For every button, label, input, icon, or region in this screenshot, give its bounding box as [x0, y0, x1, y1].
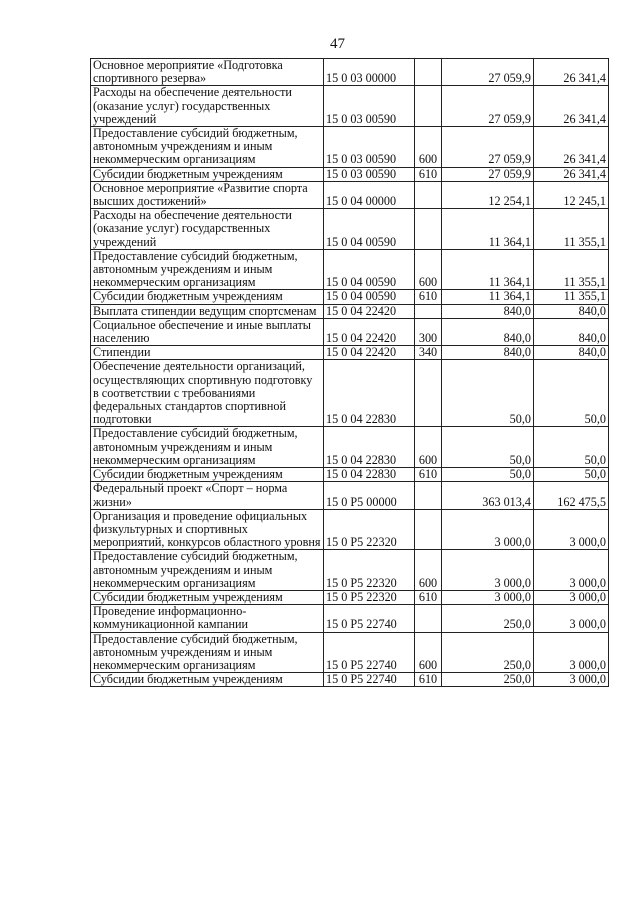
- row-amount-2-cell: 3 000,0: [534, 605, 609, 632]
- table-row: [91, 605, 609, 632]
- row-name-cell: Стипендии: [91, 346, 324, 360]
- row-amount-1-cell: 12 254,1: [442, 181, 534, 208]
- row-amount-1-cell: 840,0: [442, 346, 534, 360]
- row-name-cell: Субсидии бюджетным учреждениям: [91, 167, 324, 181]
- row-name-cell: Предоставление субсидий бюджетным, автономным учреждениям и иным некоммерческим организациям: [91, 550, 324, 591]
- row-expense-type-cell: 610: [415, 590, 442, 604]
- row-code-cell: 15 0 P5 22320: [324, 509, 415, 550]
- row-amount-2-cell: 3 000,0: [534, 550, 609, 591]
- row-amount-1-cell: 363 013,4: [442, 482, 534, 509]
- row-expense-type-cell: 610: [415, 468, 442, 482]
- row-amount-2-cell: 50,0: [534, 468, 609, 482]
- row-expense-type-cell: 600: [415, 427, 442, 468]
- row-expense-type-cell: [415, 482, 442, 509]
- table-row: [91, 86, 609, 127]
- row-code-cell: 15 0 03 00590: [324, 127, 415, 168]
- row-amount-2-cell: 840,0: [534, 318, 609, 345]
- row-code-cell: 15 0 04 00000: [324, 181, 415, 208]
- row-code-cell: 15 0 04 22420: [324, 318, 415, 345]
- row-expense-type-cell: [415, 209, 442, 250]
- table-row: [91, 482, 609, 509]
- table-row: [91, 360, 609, 427]
- row-name-cell: Федеральный проект «Спорт – норма жизни»: [91, 482, 324, 509]
- row-amount-1-cell: 3 000,0: [442, 590, 534, 604]
- row-name-cell: Основное мероприятие «Развитие спорта высших достижений»: [91, 181, 324, 208]
- row-amount-1-cell: 840,0: [442, 304, 534, 318]
- row-expense-type-cell: [415, 605, 442, 632]
- row-amount-2-cell: 12 245,1: [534, 181, 609, 208]
- row-name-cell: Организация и проведение официальных физкультурных и спортивных мероприятий, конкурсов областного уровня: [91, 509, 324, 550]
- row-expense-type-cell: [415, 509, 442, 550]
- row-code-cell: 15 0 P5 22740: [324, 632, 415, 673]
- row-name-cell: Расходы на обеспечение деятельности (оказание услуг) государственных учреждений: [91, 209, 324, 250]
- row-name-cell: Субсидии бюджетным учреждениям: [91, 468, 324, 482]
- row-amount-1-cell: 27 059,9: [442, 127, 534, 168]
- row-amount-1-cell: 3 000,0: [442, 509, 534, 550]
- row-expense-type-cell: 340: [415, 346, 442, 360]
- table-row: [91, 673, 609, 687]
- row-code-cell: 15 0 P5 00000: [324, 482, 415, 509]
- row-amount-2-cell: 840,0: [534, 346, 609, 360]
- row-amount-1-cell: 840,0: [442, 318, 534, 345]
- row-code-cell: 15 0 04 00590: [324, 290, 415, 304]
- row-code-cell: 15 0 04 22830: [324, 427, 415, 468]
- row-name-cell: Субсидии бюджетным учреждениям: [91, 673, 324, 687]
- row-amount-2-cell: 50,0: [534, 427, 609, 468]
- table-row: [91, 590, 609, 604]
- table-row: [91, 290, 609, 304]
- row-amount-1-cell: 3 000,0: [442, 550, 534, 591]
- row-name-cell: Предоставление субсидий бюджетным, автономным учреждениям и иным некоммерческим организациям: [91, 632, 324, 673]
- row-expense-type-cell: 600: [415, 632, 442, 673]
- row-amount-1-cell: 50,0: [442, 360, 534, 427]
- row-amount-1-cell: 250,0: [442, 605, 534, 632]
- row-amount-2-cell: 26 341,4: [534, 59, 609, 86]
- row-code-cell: 15 0 03 00000: [324, 59, 415, 86]
- table-row: [91, 346, 609, 360]
- page-number: 47: [330, 36, 345, 52]
- row-amount-1-cell: 250,0: [442, 673, 534, 687]
- row-amount-1-cell: 11 364,1: [442, 290, 534, 304]
- row-amount-1-cell: 11 364,1: [442, 249, 534, 290]
- row-expense-type-cell: 600: [415, 127, 442, 168]
- row-amount-2-cell: 3 000,0: [534, 673, 609, 687]
- row-amount-2-cell: 11 355,1: [534, 209, 609, 250]
- table-row: [91, 209, 609, 250]
- table-row: [91, 249, 609, 290]
- row-code-cell: 15 0 P5 22740: [324, 673, 415, 687]
- row-amount-1-cell: 27 059,9: [442, 86, 534, 127]
- table-row: [91, 167, 609, 181]
- row-amount-1-cell: 27 059,9: [442, 59, 534, 86]
- budget-table-body: [91, 59, 609, 687]
- row-code-cell: 15 0 04 22420: [324, 346, 415, 360]
- row-amount-2-cell: 26 341,4: [534, 167, 609, 181]
- row-name-cell: Предоставление субсидий бюджетным, автономным учреждениям и иным некоммерческим организациям: [91, 127, 324, 168]
- row-expense-type-cell: 610: [415, 290, 442, 304]
- table-row: [91, 127, 609, 168]
- row-amount-1-cell: 50,0: [442, 468, 534, 482]
- row-code-cell: 15 0 04 00590: [324, 209, 415, 250]
- table-row: [91, 59, 609, 86]
- row-amount-2-cell: 3 000,0: [534, 509, 609, 550]
- row-amount-1-cell: 50,0: [442, 427, 534, 468]
- row-name-cell: Проведение информационно-коммуникационной кампании: [91, 605, 324, 632]
- row-expense-type-cell: 610: [415, 673, 442, 687]
- row-expense-type-cell: [415, 86, 442, 127]
- row-expense-type-cell: [415, 59, 442, 86]
- row-code-cell: 15 0 P5 22320: [324, 590, 415, 604]
- budget-table: [90, 58, 609, 687]
- row-amount-1-cell: 27 059,9: [442, 167, 534, 181]
- row-expense-type-cell: [415, 181, 442, 208]
- row-amount-2-cell: 840,0: [534, 304, 609, 318]
- row-expense-type-cell: 600: [415, 550, 442, 591]
- row-expense-type-cell: [415, 304, 442, 318]
- row-name-cell: Предоставление субсидий бюджетным, автономным учреждениям и иным некоммерческим организациям: [91, 249, 324, 290]
- row-expense-type-cell: 300: [415, 318, 442, 345]
- row-amount-1-cell: 250,0: [442, 632, 534, 673]
- row-amount-2-cell: 3 000,0: [534, 632, 609, 673]
- table-row: [91, 318, 609, 345]
- row-code-cell: 15 0 04 00590: [324, 249, 415, 290]
- row-name-cell: Предоставление субсидий бюджетным, автономным учреждениям и иным некоммерческим организациям: [91, 427, 324, 468]
- row-expense-type-cell: 610: [415, 167, 442, 181]
- row-amount-2-cell: 3 000,0: [534, 590, 609, 604]
- table-row: [91, 468, 609, 482]
- row-code-cell: 15 0 04 22830: [324, 468, 415, 482]
- table-row: [91, 427, 609, 468]
- row-code-cell: 15 0 04 22420: [324, 304, 415, 318]
- row-amount-2-cell: 26 341,4: [534, 86, 609, 127]
- row-amount-2-cell: 162 475,5: [534, 482, 609, 509]
- row-code-cell: 15 0 P5 22740: [324, 605, 415, 632]
- row-name-cell: Субсидии бюджетным учреждениям: [91, 290, 324, 304]
- table-row: [91, 181, 609, 208]
- row-expense-type-cell: 600: [415, 249, 442, 290]
- table-row: [91, 550, 609, 591]
- row-expense-type-cell: [415, 360, 442, 427]
- row-name-cell: Обеспечение деятельности организаций, осуществляющих спортивную подготовку в соответствии с требованиями федеральных стандартов спортивной подготовки: [91, 360, 324, 427]
- row-amount-2-cell: 26 341,4: [534, 127, 609, 168]
- table-row: [91, 632, 609, 673]
- row-code-cell: 15 0 P5 22320: [324, 550, 415, 591]
- row-code-cell: 15 0 03 00590: [324, 86, 415, 127]
- row-name-cell: Основное мероприятие «Подготовка спортивного резерва»: [91, 59, 324, 86]
- row-amount-2-cell: 11 355,1: [534, 290, 609, 304]
- row-name-cell: Расходы на обеспечение деятельности (оказание услуг) государственных учреждений: [91, 86, 324, 127]
- row-code-cell: 15 0 03 00590: [324, 167, 415, 181]
- row-amount-2-cell: 50,0: [534, 360, 609, 427]
- row-amount-2-cell: 11 355,1: [534, 249, 609, 290]
- row-amount-1-cell: 11 364,1: [442, 209, 534, 250]
- row-code-cell: 15 0 04 22830: [324, 360, 415, 427]
- row-name-cell: Субсидии бюджетным учреждениям: [91, 590, 324, 604]
- table-row: [91, 509, 609, 550]
- row-name-cell: Социальное обеспечение и иные выплаты населению: [91, 318, 324, 345]
- table-row: [91, 304, 609, 318]
- row-name-cell: Выплата стипендии ведущим спортсменам: [91, 304, 324, 318]
